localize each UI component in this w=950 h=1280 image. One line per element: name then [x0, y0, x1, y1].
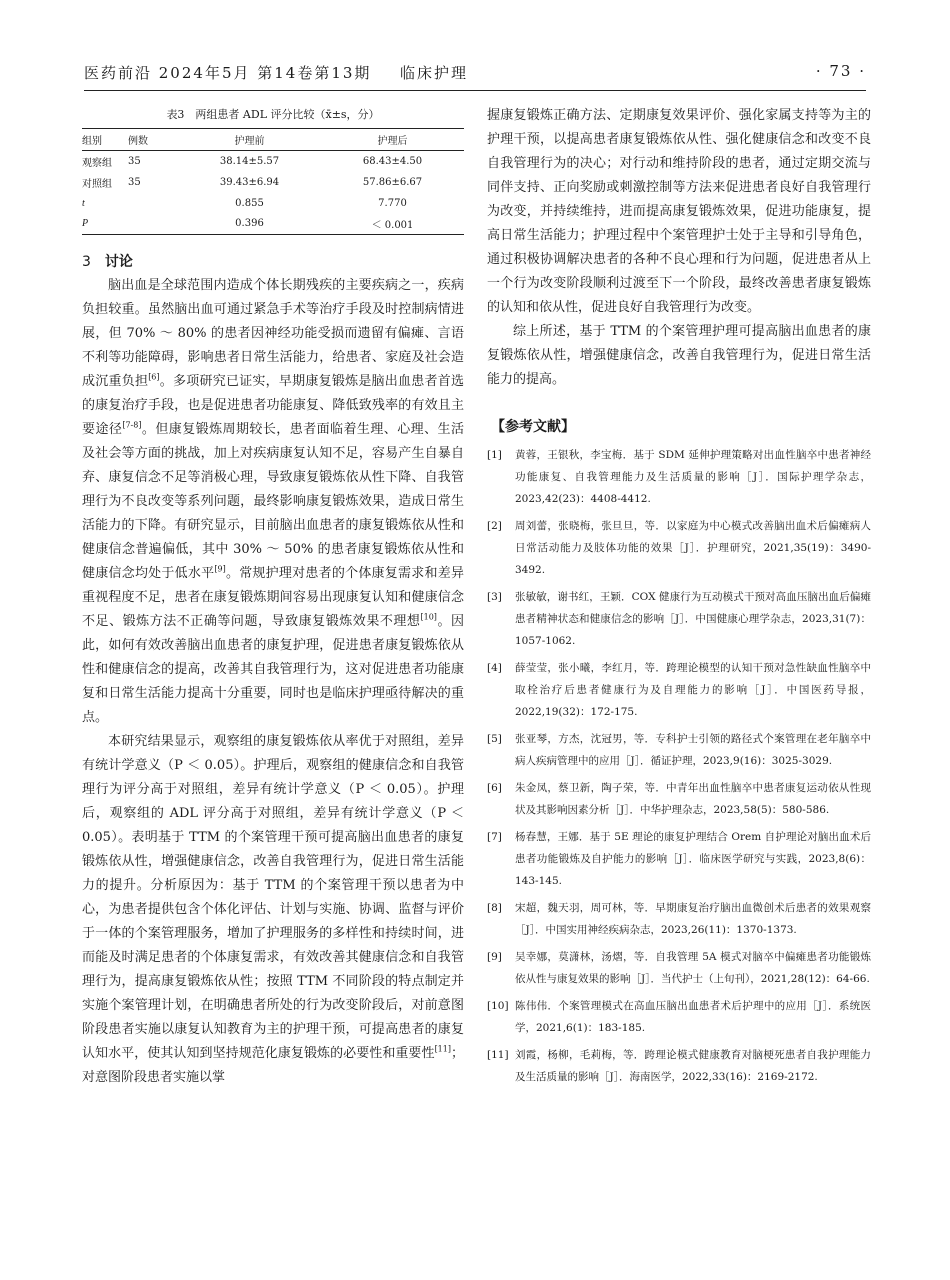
- citation: [6]: [148, 372, 160, 382]
- discussion-paragraph-2: [82, 730, 464, 1090]
- reference-item: [487, 777, 871, 821]
- reference-text: 张亚琴，方杰，沈冠男，等．专科护士引领的路径式个案管理在老年脑卒中病人疾病管理中的应用［J］．循证护理，2023,9(16)：3025-3029.: [515, 733, 871, 767]
- reference-number: [8]: [487, 902, 502, 914]
- table-cell: 35: [128, 177, 141, 188]
- page-number: · 73 ·: [815, 62, 866, 80]
- table-cell: 68.43±4.50: [362, 156, 423, 167]
- reference-item: [487, 995, 871, 1039]
- reference-number: [2]: [487, 520, 502, 532]
- section-title: 讨论: [104, 254, 133, 270]
- col-header-after: 护理后: [377, 136, 408, 147]
- citation: [10]: [420, 612, 437, 622]
- reference-number: [11]: [487, 1049, 509, 1061]
- reference-text: 宋超，魏天羽，周可林，等．早期康复治疗脑出血微创术后患者的效果观察［J］．中国实用神经疾病杂志，2023,26(11)：1370-1373.: [515, 902, 871, 936]
- reference-number: [1]: [487, 449, 502, 461]
- reference-text: 黄蓉，王银秋，李宝梅．基于 SDM 延伸护理策略对出血性脑卒中患者神经功能康复、自我管理能力及生活质量的影响［J］．国际护理学杂志，2023,42(23)：4408-4412.: [515, 449, 871, 505]
- reference-item: [487, 444, 871, 510]
- discussion-paragraph-1: [82, 274, 464, 730]
- reference-number: [5]: [487, 733, 502, 745]
- table-cell: 38.14±5.57: [219, 156, 280, 167]
- col-header-before: 护理前: [234, 136, 265, 147]
- reference-text: 陈伟伟．个案管理模式在高血压脑出血患者术后护理中的应用［J］．系统医学，2021,6(1)：183-185.: [515, 1000, 871, 1034]
- text-run: ；对意图阶段患者实施以掌: [82, 1046, 464, 1085]
- table-row: [82, 213, 464, 235]
- table-cell: 0.396: [235, 218, 264, 229]
- reference-item: [487, 826, 871, 892]
- text-run: 。因此，如何有效改善脑出血患者的康复护理，促进患者康复锻炼依从性和健康信念的提高，改善其自我管理行为，这对促进患者功能康复和日常生活能力提高十分重要，同时也是临床护理亟待解决的重点。: [82, 614, 464, 725]
- left-column: [82, 104, 464, 1090]
- reference-item: [487, 897, 871, 941]
- reference-number: [10]: [487, 1000, 509, 1012]
- reference-item: [487, 586, 871, 652]
- table-row: [82, 193, 464, 213]
- text-run: 。常规护理对患者的个体康复需求和差异重视程度不足，患者在康复锻炼期间容易出现康复认知和健康信念不足、锻炼方法不正确等问题，导致康复锻炼效果不理想: [82, 566, 464, 629]
- reference-number: [6]: [487, 782, 502, 794]
- reference-item: [487, 1044, 871, 1088]
- reference-item: [487, 515, 871, 581]
- reference-number: [9]: [487, 951, 502, 963]
- table-cell: ＜ 0.001: [371, 220, 414, 231]
- section-heading-discussion: [82, 251, 464, 271]
- section-number: 3: [82, 254, 91, 270]
- discussion-paragraph-2-continued: 握康复锻炼正确方法、定期康复效果评价、强化家属支持等为主的护理干预，以提高患者康复锻炼依从性、强化健康信念和改变不良自我管理行为的决心；对行动和维持阶段的患者，通过定期交流与同伴支持、正向奖励或刺激控制等方法来促进患者良好自我管理行为改变，并持续维持，进而提高康复锻炼效果，促进功能康复，提高日常生活能力；护理过程中个案管理护士处于主导和引导角色，通过积极协调解决患者的各种不良心理和行为问题，促进患者从上一个行为改变阶段顺利过渡至下一个阶段，最终改善患者康复锻炼的认知和依从性，促进良好自我管理行为改变。: [487, 108, 871, 315]
- table-caption: 表3 两组患者 ADL 评分比较（x̄±s，分）: [166, 108, 380, 121]
- reference-item: [487, 946, 871, 990]
- reference-number: [7]: [487, 831, 502, 843]
- running-header: [84, 62, 866, 86]
- table-cell: [126, 193, 178, 213]
- reference-item: [487, 728, 871, 772]
- reference-text: 朱金凤，蔡卫新，陶子荣，等．中青年出血性脑卒中患者康复运动依从性现状及其影响因素分析［J］．中华护理杂志，2023,58(5)：580-586.: [515, 782, 871, 816]
- col-header-count: 例数: [128, 136, 148, 147]
- text-run: 。但康复锻炼周期较长，患者面临着生理、心理、生活及社会等方面的挑战，加上对疾病康复认知不足，容易产生自暴自弃、康复信念不足等消极心理，导致康复锻炼依从性下降、自我管理行为不良改变等系列问题，最终影响康复锻炼效果，造成日常生活能力的下降。有研究显示，目前脑出血患者的康复锻炼依从性和健康信念普遍偏低，其中 30% ～ 50% 的患者康复锻炼依从性和健康信念均处于低水平: [82, 422, 464, 581]
- journal-info: 医药前沿 2024年5月 第14卷第13期: [84, 64, 372, 82]
- text-run: 脑出血是全球范围内造成个体长期残疾的主要疾病之一，疾病负担较重。虽然脑出血可通过紧急手术等治疗手段及时控制病情进展，但 70% ～ 80% 的患者因神经功能受损而遗留有偏瘫、言语不利等功能障碍，影响患者日常生活能力，给患者、家庭及社会造成沉重负担: [82, 278, 464, 389]
- table-cell: t: [82, 197, 85, 209]
- table-row: [82, 172, 464, 193]
- reference-text: 张敏敏，谢书红，王颖．COX 健康行为互动模式干预对高血压脑出血后偏瘫患者精神状态和健康信念的影响［J］．中国健康心理学杂志，2023,31(7)：1057-1062.: [515, 591, 871, 647]
- table-header-row: [82, 129, 464, 151]
- table-cell: 7.770: [378, 197, 407, 209]
- reference-text: 周刘蕾，张晓梅，张旦旦，等．以家庭为中心模式改善脑出血术后偏瘫病人日常活动能力及肢体功能的效果［J］．护理研究，2021,35(19)：3490-3492.: [515, 520, 871, 576]
- references-heading: 【参考文献】: [491, 419, 575, 435]
- citation: [11]: [434, 1044, 451, 1054]
- table-cell: 对照组: [82, 179, 112, 190]
- adl-score-table: [82, 128, 464, 235]
- reference-text: 吴幸娜，莫潇林，汤熠，等．自我管理 5A 模式对脑卒中偏瘫患者功能锻炼依从性与康复效果的影响［J］．当代护士（上旬刊），2021,28(12)：64-66.: [515, 951, 871, 985]
- reference-list: [487, 444, 871, 1088]
- text-run: 本研究结果显示，观察组的康复锻炼依从率优于对照组，差异有统计学意义（P ＜ 0.05）。护理后，观察组的健康信念和自我管理行为评分高于对照组，差异有统计学意义（P ＜ 0.05）。护理后，观察组的 ADL 评分高于对照组，差异有统计学意义（P ＜ 0.05）。表明基于 TTM 的个案管理干预可提高脑出血患者的康复锻炼依从性，增强健康信念，改善自我管理行为，促进日常生活能力的提升。分析原因为：基于 TTM 的个案管理干预以患者为中心，为患者提供包含个体化评估、计划与实施、协调、监督与评价于一体的个案管理服务，增加了护理服务的多样性和持续时间，进而能及时满足患者的个体康复需求，有效改善其健康信念和自我管理行为，提高康复锻炼依从性；按照 TTM 不同阶段的特点制定并实施个案管理计划，在明确患者所处的行为改变阶段后，对前意图阶段患者实施以康复认知教育为主的护理干预，可提高患者的康复认知水平，使其认知到坚持规范化康复锻炼的必要性和重要性: [82, 734, 464, 1061]
- reference-text: 薛莹莹，张小曦，李红月，等．跨理论模型的认知干预对急性缺血性脑卒中取栓治疗后患者健康行为及自理能力的影响［J］．中国医药导报，2022,19(32)：172-175.: [515, 662, 871, 718]
- table-row: [82, 151, 464, 173]
- discussion-paragraph-3: 综上所述，基于 TTM 的个案管理护理可提高脑出血患者的康复锻炼依从性，增强健康信念，改善自我管理行为，促进日常生活能力的提高。: [487, 324, 871, 387]
- table-cell: 观察组: [82, 158, 112, 169]
- reference-number: [3]: [487, 591, 502, 603]
- citation: [9]: [214, 564, 226, 574]
- table-cell: [126, 213, 178, 235]
- citation: [7-8]: [122, 420, 142, 430]
- table-cell: P: [82, 218, 89, 229]
- reference-item: [487, 657, 871, 723]
- table-cell: 35: [128, 156, 141, 167]
- text-run: 。多项研究已证实，早期康复锻炼是脑出血患者首选的康复治疗手段，也是促进患者功能康复、降低致残率的有效且主要途径: [82, 374, 464, 437]
- table-cell: 0.855: [235, 197, 264, 209]
- reference-text: 杨春慧，王娜．基于 5E 理论的康复护理结合 Orem 自护理论对脑出血术后患者功能锻炼及自护能力的影响［J］．临床医学研究与实践，2023,8(6)：143-145.: [515, 831, 871, 887]
- reference-number: [4]: [487, 662, 502, 674]
- reference-text: 刘霞，杨柳，毛莉梅，等．跨理论模式健康教育对脑梗死患者自我护理能力及生活质量的影响［J］．海南医学，2022,33(16)：2169-2172.: [515, 1049, 871, 1083]
- col-header-group: 组别: [82, 136, 102, 147]
- right-column: [487, 104, 871, 1093]
- section-name: 临床护理: [400, 64, 469, 82]
- table-cell: 57.86±6.67: [362, 177, 423, 188]
- header-rule: [84, 90, 866, 91]
- table-cell: 39.43±6.94: [219, 177, 280, 188]
